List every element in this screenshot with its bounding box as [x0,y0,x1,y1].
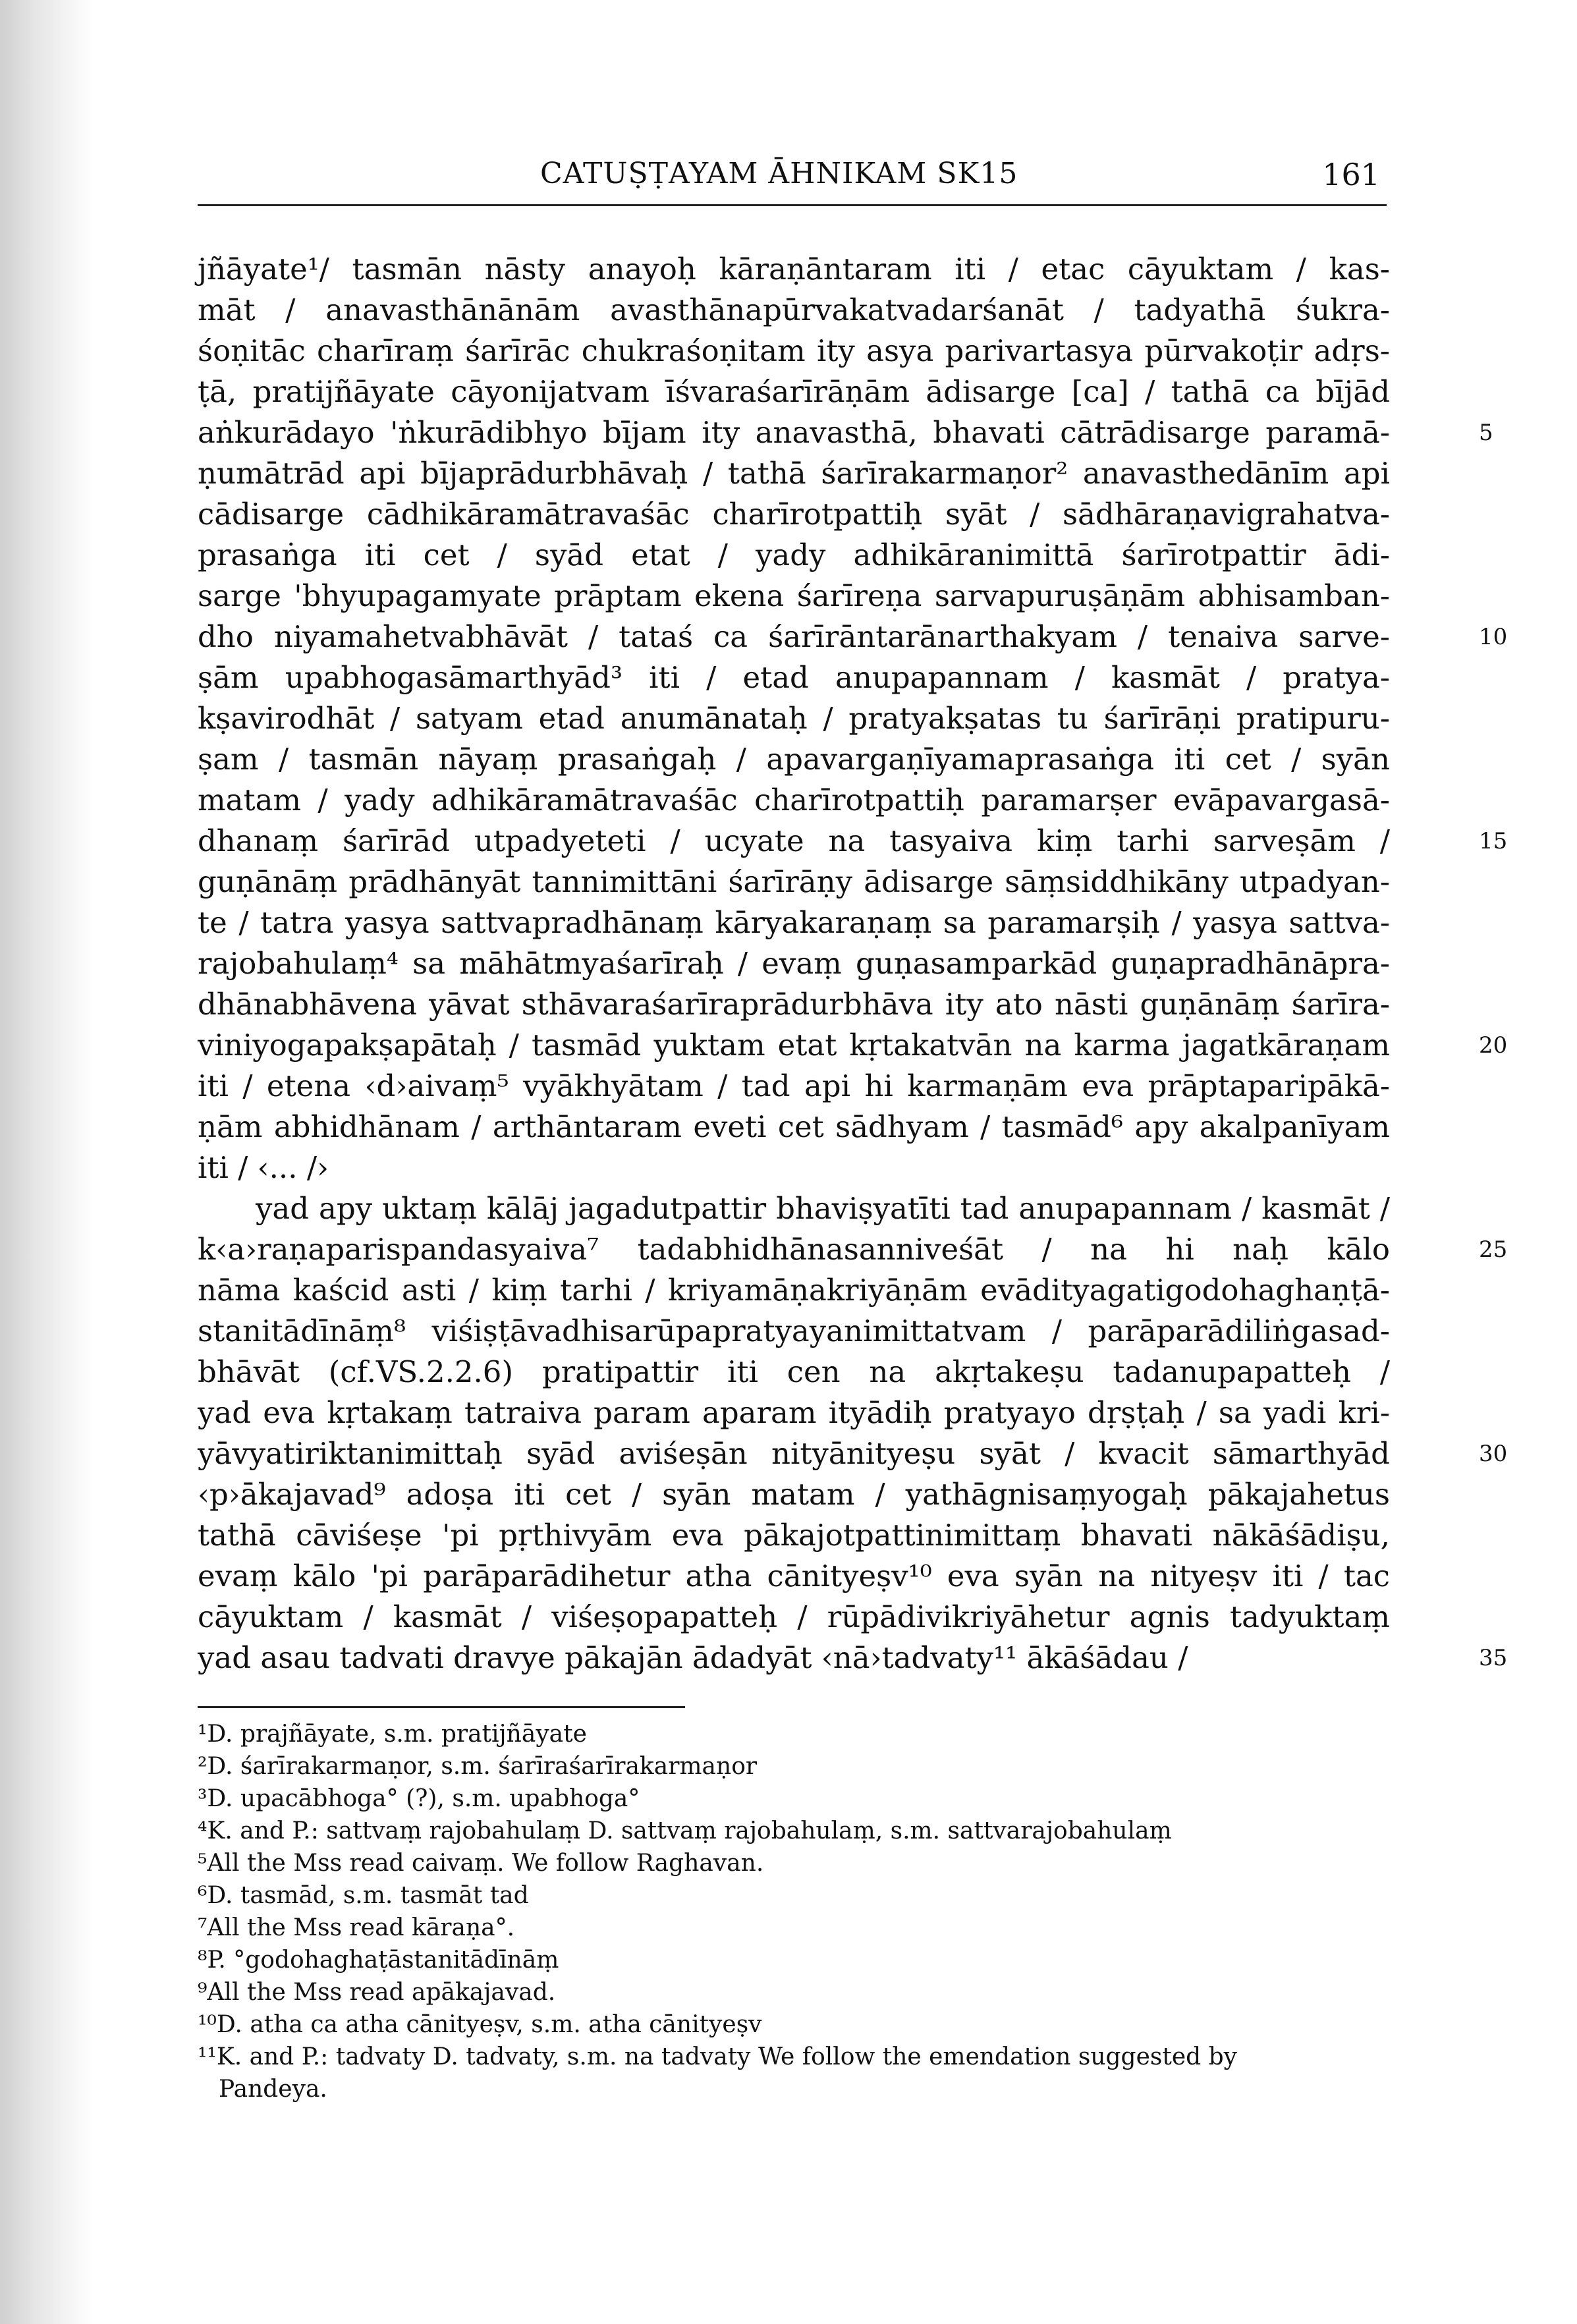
text-line: iti / etena ‹d›aivaṃ⁵ vyākhyātam / tad api hi karmaṇām eva prāptaparipākā- [198,1068,1390,1103]
text-line [198,1638,1508,1678]
line-number: 10 [1479,624,1508,650]
line-number: 30 [1479,1441,1508,1467]
footnote: ¹¹K. and P.: tadvaty D. tadvaty, s.m. na tadvaty We follow the emendation suggested by [198,2043,1238,2070]
text-line-content: yāvyatiriktanimittaḥ syād aviśeṣān nityānityeṣu syāt / kvacit sāmarthyād [198,1436,1390,1471]
text-line [198,821,1508,862]
text-line [198,1229,1508,1270]
text-line: ṣam / tasmān nāyaṃ prasaṅgaḥ / apavargaṇīyamaprasaṅga iti cet / syān [198,742,1390,777]
text-line-content: dhanaṃ śarīrād utpadyeteti / ucyate na tasyaiva kiṃ tarhi sarveṣām / [198,823,1390,858]
text-line-content: dho niyamahetvabhāvāt / tataś ca śarīrāntarānarthakyam / tenaiva sarve- [198,619,1390,654]
footnote: ⁹All the Mss read apākajavad. [198,1979,556,2006]
text-line: jñāyate¹/ tasmān nāsty anayoḥ kāraṇāntaram iti / etac cāyuktam / kas- [198,252,1390,287]
footnote: ⁴K. and P.: sattvaṃ rajobahulaṃ D. sattvaṃ rajobahulaṃ, s.m. sattvarajobahulaṃ [198,1817,1172,1844]
text-line-content: yad asau tadvati dravye pākajān ādadyāt ‹nā›tadvaty¹¹ ākāśādau / [198,1640,1188,1675]
text-line [198,1025,1508,1066]
text-line-content: k‹a›raṇaparispandasyaiva⁷ tadabhidhānasanniveśāt / na hi naḥ kālo [198,1232,1390,1267]
footnote: ²D. śarīrakarmaṇor, s.m. śarīraśarīrakarmaṇor [198,1753,758,1780]
text-line: rajobahulaṃ⁴ sa māhātmyaśarīraḥ / evaṃ guṇasamparkād guṇapradhānāpra- [198,946,1390,981]
page-number: 161 [1322,157,1380,192]
text-line: ‹p›ākajavad⁹ adoṣa iti cet / syān matam / yathāgnisaṃyogaḥ pākajahetus [198,1477,1390,1512]
text-line: cādisarge cādhikāramātravaśāc charīrotpattiḥ syāt / sādhāraṇavigrahatva- [198,497,1390,532]
text-line [198,412,1493,453]
running-title: CATUṢṬAYAM ĀHNIKAM SK15 [540,157,1018,190]
line-number: 5 [1479,420,1493,446]
text-line: prasaṅga iti cet / syād etat / yady adhikāranimittā śarīrotpattir ādi- [198,538,1390,572]
line-number: 20 [1479,1032,1508,1059]
text-line: evaṃ kālo 'pi parāparādihetur atha cānityeṣv¹⁰ eva syān na nityeṣv iti / tac [198,1559,1390,1593]
text-line: cāyuktam / kasmāt / viśeṣopapatteḥ / rūpādivikriyāhetur agnis tadyuktaṃ [198,1599,1390,1634]
text-line: śoṇitāc charīraṃ śarīrāc chukraśoṇitam ity asya parivartasya pūrvakoṭir adṛs- [198,333,1390,368]
text-line: te / tatra yasya sattvapradhānaṃ kāryakaraṇaṃ sa paramarṣiḥ / yasya sattva- [198,905,1390,940]
text-line: yad apy uktaṃ kālāj jagadutpattir bhaviṣyatīti tad anupapannam / kasmāt / [256,1191,1390,1226]
text-line: yad eva kṛtakaṃ tatraiva param aparam ityādiḥ pratyayo dṛṣṭaḥ / sa yadi kri- [198,1395,1390,1430]
text-line [198,1433,1508,1474]
text-line: matam / yady adhikāramātravaśāc charīrotpattiḥ paramarṣer evāpavargasā- [198,783,1390,817]
page-header [198,145,1387,206]
text-line: nāma kaścid asti / kiṃ tarhi / kriyamāṇakriyāṇām evādityagatigodohaghaṇṭā- [198,1273,1390,1308]
text-line: ṇumātrād api bījaprādurbhāvaḥ / tathā śarīrakarmaṇor² anavasthedānīm api [198,456,1390,491]
text-line: tathā cāviśeṣe 'pi pṛthivyām eva pākajotpattinimittaṃ bhavati nākāśādiṣu, [198,1518,1390,1553]
footnote: ⁵All the Mss read caivaṃ. We follow Raghavan. [198,1850,764,1877]
footnote-rule [198,1706,685,1708]
text-line [198,617,1508,657]
footnote: ⁷All the Mss read kāraṇa°. [198,1914,515,1941]
main-text [198,249,1508,1678]
text-line: iti / ‹... /› [198,1150,329,1185]
text-line: ṇām abhidhānam / arthāntaram eveti cet sādhyam / tasmād⁶ apy akalpanīyam [198,1109,1390,1144]
text-line: guṇānāṃ prādhānyāt tannimittāni śarīrāṇy ādisarge sāṃsiddhikāny utpadyan- [198,864,1390,899]
text-line-content: aṅkurādayo 'ṅkurādibhyo bījam ity anavasthā, bhavati cātrādisarge paramā- [198,415,1390,450]
line-number: 25 [1479,1236,1508,1263]
text-line: ṭā, pratijñāyate cāyonijatvam īśvaraśarīrāṇām ādisarge [ca] / tathā ca bījād [198,374,1390,409]
text-line: bhāvāt (cf.VS.2.2.6) pratipattir iti cen na akṛtakeṣu tadanupapatteḥ / [198,1354,1390,1389]
footnote: ¹⁰D. atha ca atha cānityeṣv, s.m. atha cānityeṣv [198,2011,762,2038]
text-line: ṣām upabhogasāmarthyād³ iti / etad anupapannam / kasmāt / pratya- [198,660,1390,695]
text-line: sarge 'bhyupagamyate prāptam ekena śarīreṇa sarvapuruṣāṇām abhisamban- [198,578,1390,613]
text-line: māt / anavasthānānām avasthānapūrvakatvadarśanāt / tadyathā śukra- [198,292,1390,327]
text-line: stanitādīnāṃ⁸ viśiṣṭāvadhisarūpapratyayanimittatvam / parāparādiliṅgasad- [198,1314,1390,1348]
text-line: kṣavirodhāt / satyam etad anumānataḥ / pratyakṣatas tu śarīrāṇi pratipuru- [198,701,1390,736]
line-number: 35 [1479,1645,1508,1671]
text-line-content: viniyogapakṣapātaḥ / tasmād yuktam etat kṛtakatvān na karma jagatkāraṇam [198,1028,1390,1063]
scan-shadow-edge [0,0,92,2324]
footnote: ⁶D. tasmād, s.m. tasmāt tad [198,1882,529,1909]
text-line: dhānabhāvena yāvat sthāvaraśarīraprādurbhāva ity ato nāsti guṇānāṃ śarīra- [198,987,1390,1022]
footnote: ⁸P. °godohaghaṭāstanitādīnāṃ [198,1947,559,1974]
footnote-continuation: Pandeya. [219,2076,327,2103]
footnote: ³D. upacābhoga° (?), s.m. upabhoga° [198,1785,640,1812]
line-number: 15 [1479,828,1508,854]
footnote: ¹D. prajñāyate, s.m. pratijñāyate [198,1721,587,1748]
footnotes [198,1718,1390,2105]
